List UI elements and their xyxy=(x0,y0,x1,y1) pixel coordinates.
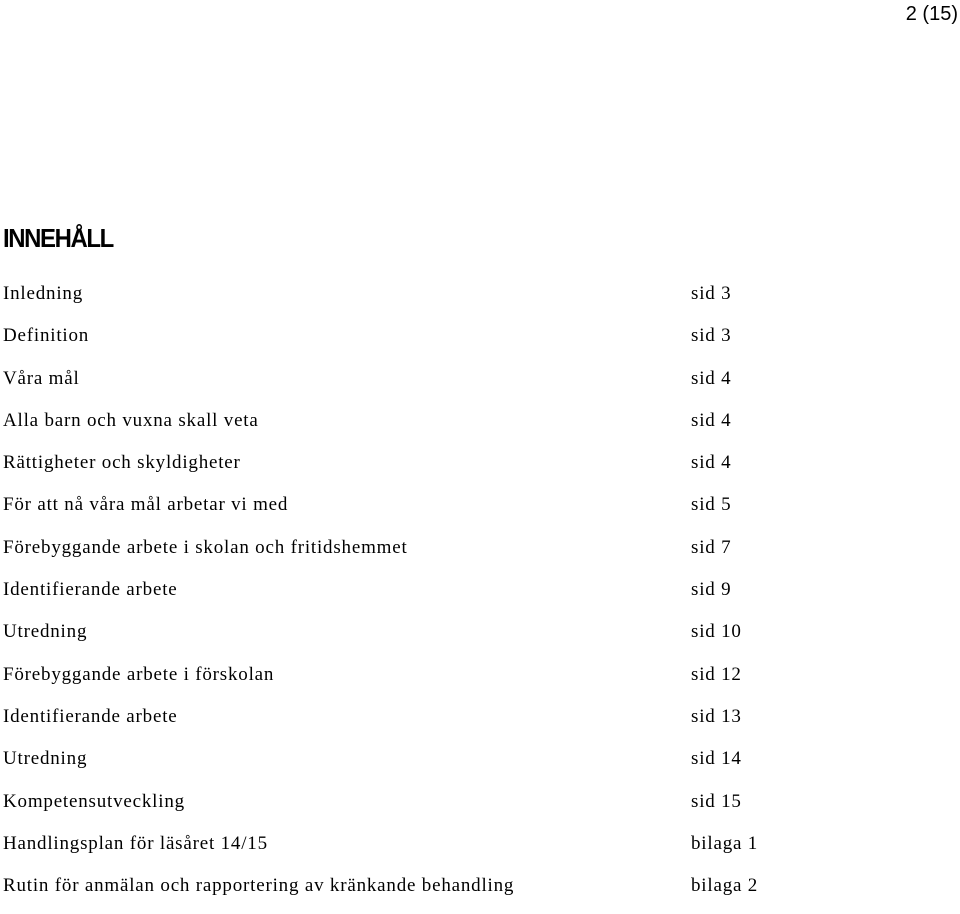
toc-entry-title: Identifierande arbete xyxy=(3,579,178,601)
toc-entry xyxy=(3,491,803,533)
toc-entry-title: Rutin för anmälan och rapportering av kränkande behandling xyxy=(3,875,515,897)
toc-entry-title: Kompetensutveckling xyxy=(3,790,185,812)
toc-entry-page: sid 3 xyxy=(691,325,732,347)
toc-entry-page: sid 15 xyxy=(691,790,742,812)
toc-entry-title: Våra mål xyxy=(3,367,80,389)
table-of-contents xyxy=(3,280,803,914)
toc-entry-page: sid 4 xyxy=(691,367,732,389)
toc-entry xyxy=(3,322,803,364)
toc-entry xyxy=(3,280,803,322)
toc-entry-title: Definition xyxy=(3,325,90,347)
toc-entry-page: sid 4 xyxy=(691,409,732,431)
toc-entry-title: Alla barn och vuxna skall veta xyxy=(3,409,259,431)
toc-entry-title: Förebyggande arbete i skolan och fritidshemmet xyxy=(3,536,408,558)
toc-entry xyxy=(3,449,803,491)
page-number: 2 (15) xyxy=(905,3,958,25)
toc-entry xyxy=(3,872,803,914)
toc-entry xyxy=(3,618,803,660)
toc-entry-title: För att nå våra mål arbetar vi med xyxy=(3,494,289,516)
toc-entry xyxy=(3,788,803,830)
toc-entry-title: Rättigheter och skyldigheter xyxy=(3,452,241,474)
toc-entry-page: sid 5 xyxy=(691,494,732,516)
toc-entry xyxy=(3,407,803,449)
toc-entry-page: bilaga 1 xyxy=(691,832,759,854)
toc-entry-title: Utredning xyxy=(3,748,88,770)
toc-entry-page: sid 3 xyxy=(691,283,732,304)
toc-entry xyxy=(3,830,803,872)
toc-entry-page: sid 14 xyxy=(691,748,742,770)
toc-entry-title: Handlingsplan för läsåret 14/15 xyxy=(3,832,268,854)
toc-entry xyxy=(3,661,803,703)
toc-entry-page: sid 13 xyxy=(691,705,742,727)
toc-entry xyxy=(3,703,803,745)
toc-entry-title: Inledning xyxy=(3,283,84,304)
toc-entry-page: sid 10 xyxy=(691,621,742,643)
toc-entry-title: Förebyggande arbete i förskolan xyxy=(3,663,275,685)
toc-entry xyxy=(3,365,803,407)
toc-entry-page: sid 4 xyxy=(691,452,732,474)
toc-entry-page: sid 7 xyxy=(691,536,732,558)
toc-entry-page: sid 9 xyxy=(691,579,732,601)
toc-heading: INNEHÅLL xyxy=(3,223,113,253)
toc-entry xyxy=(3,534,803,576)
toc-entry-title: Identifierande arbete xyxy=(3,705,178,727)
toc-entry-title: Utredning xyxy=(3,621,88,643)
toc-entry xyxy=(3,745,803,787)
toc-entry xyxy=(3,576,803,618)
toc-entry-page: sid 12 xyxy=(691,663,742,685)
toc-entry-page: bilaga 2 xyxy=(691,875,759,897)
